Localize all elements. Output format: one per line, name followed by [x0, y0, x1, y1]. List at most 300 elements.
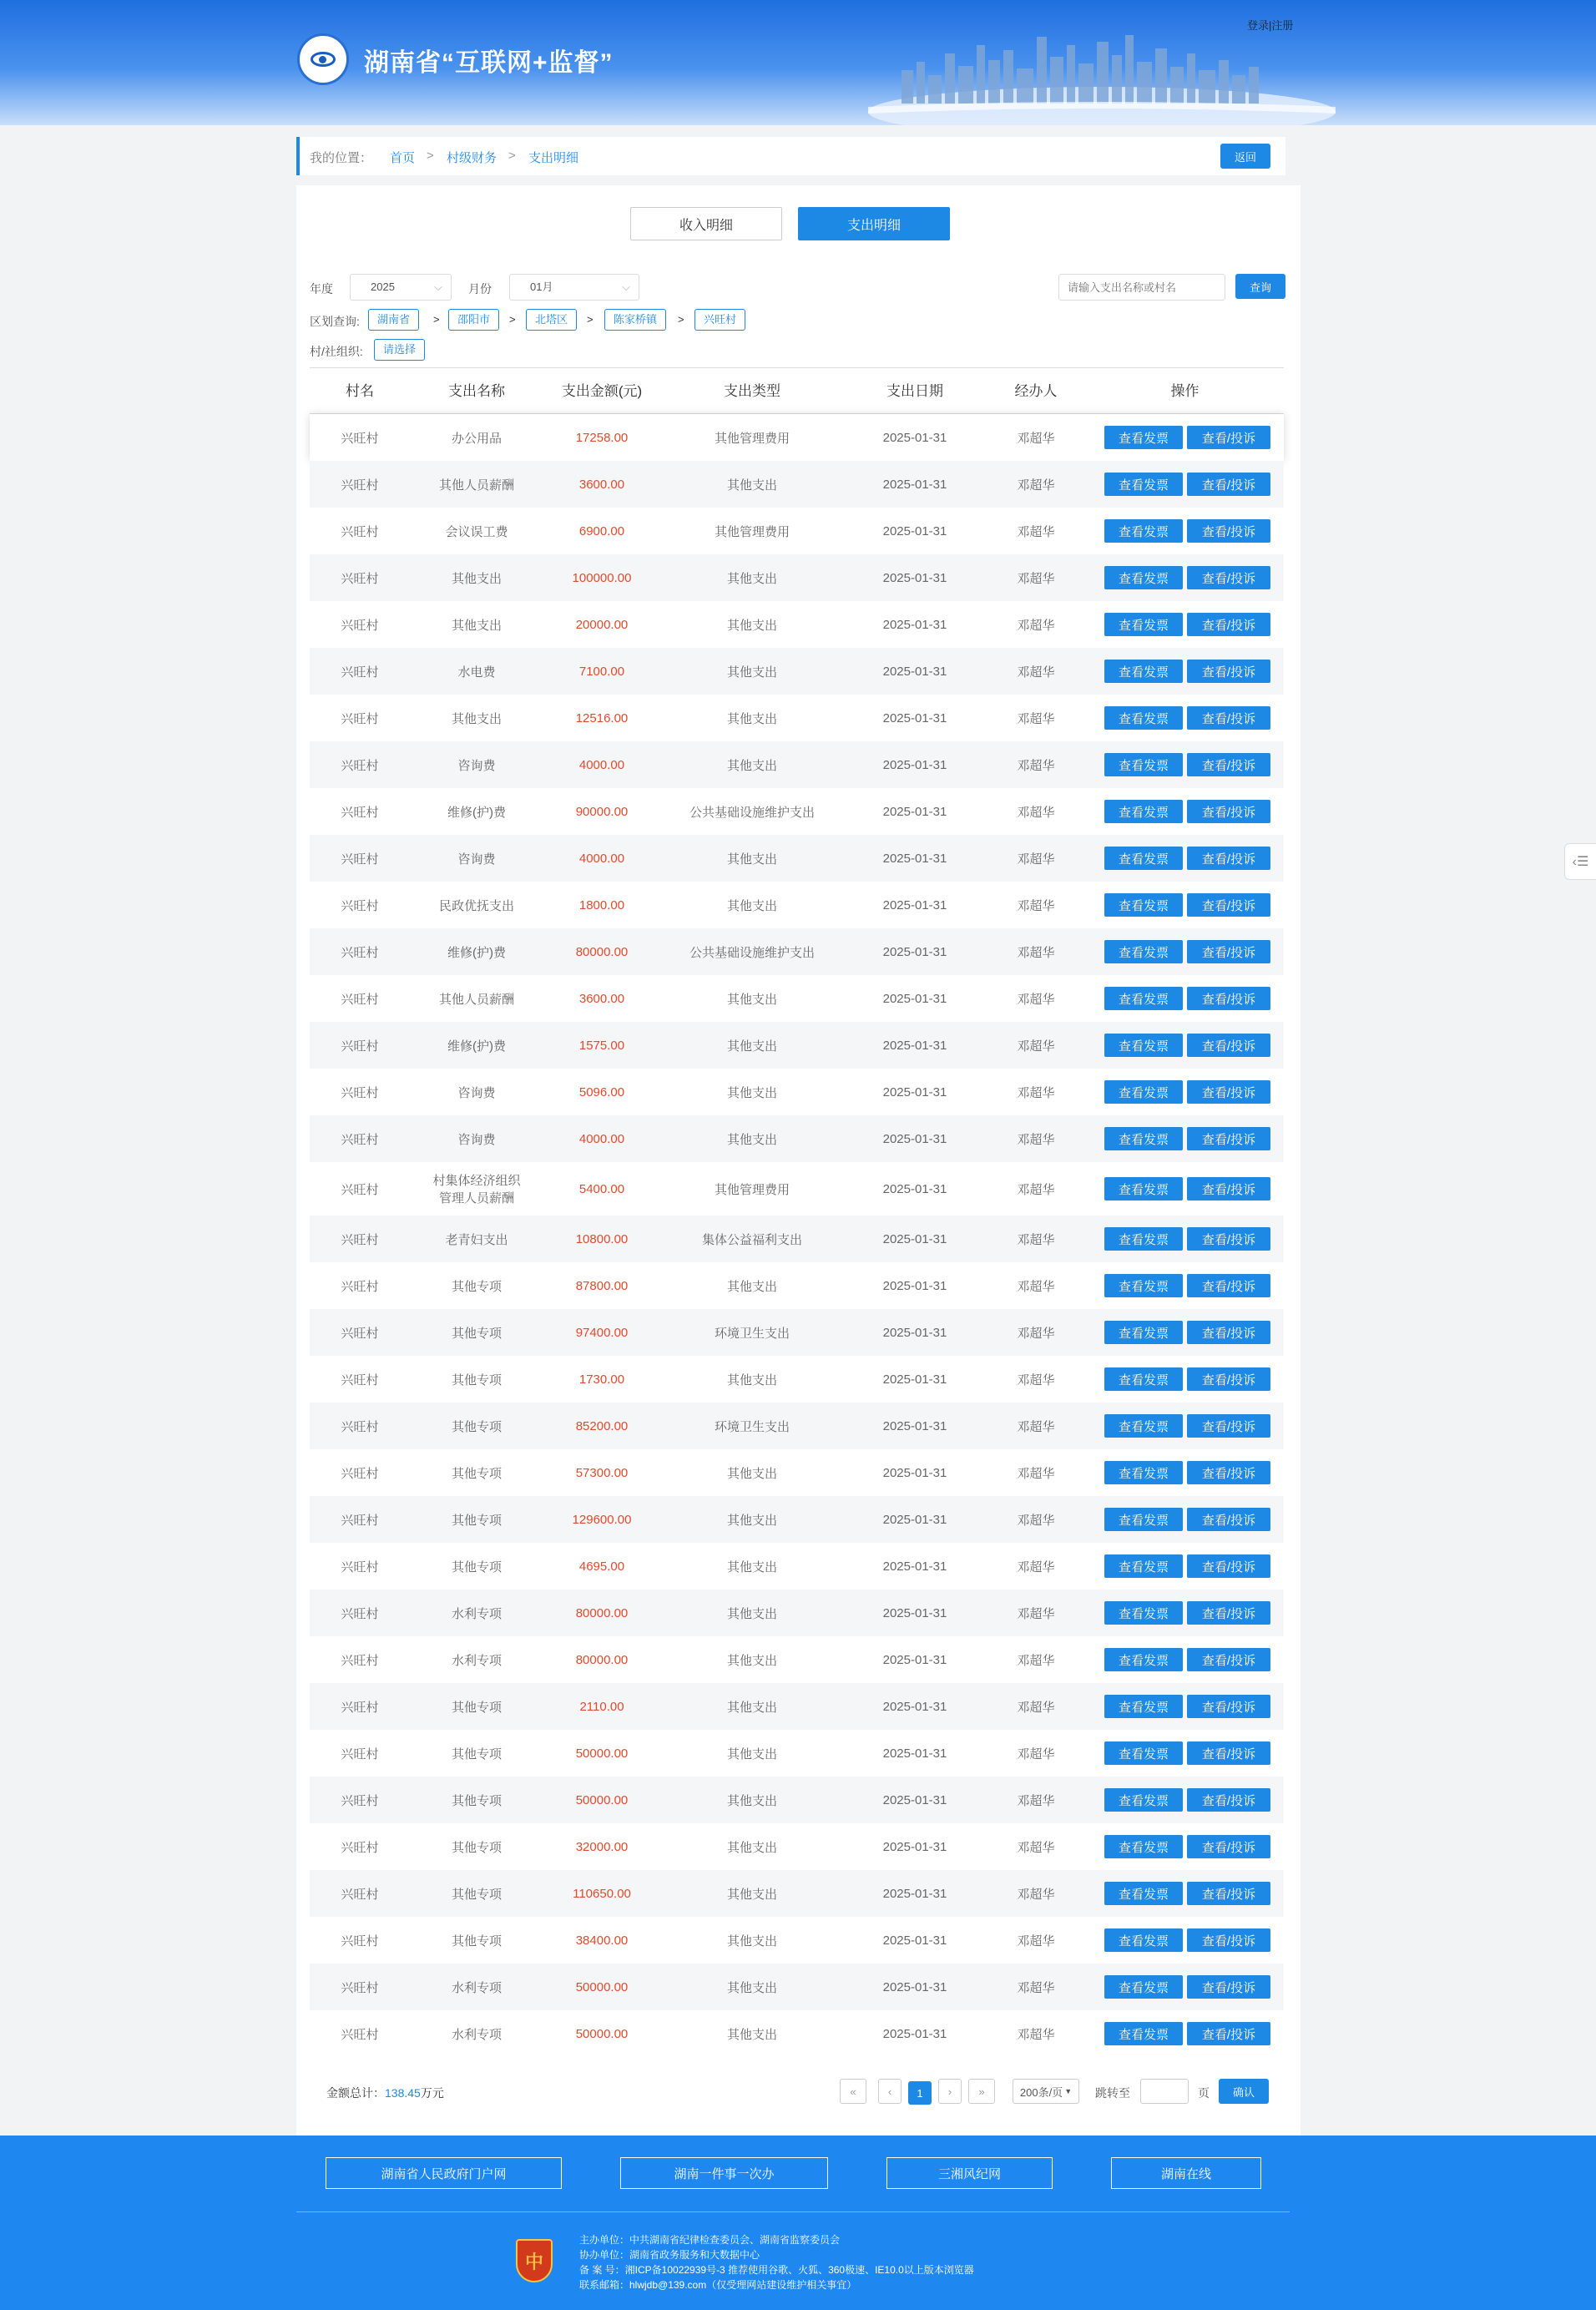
cell-date: 2025-01-31	[882, 710, 947, 725]
view-invoice-button[interactable]: 查看发票	[1104, 1975, 1183, 1999]
cell-expense-name: 其他专项	[451, 1279, 502, 1294]
footer-link-gov-portal[interactable]: 湖南省人民政府门户网	[326, 2157, 562, 2189]
cell-village: 兴旺村	[341, 1513, 379, 1528]
footer-divider	[296, 2211, 1290, 2212]
view-invoice-button[interactable]: 查看发票	[1104, 1741, 1183, 1765]
view-complaint-button[interactable]: 查看/投诉	[1187, 1554, 1270, 1578]
view-complaint-button[interactable]: 查看/投诉	[1187, 1741, 1270, 1765]
cell-date: 2025-01-31	[882, 1792, 947, 1807]
cell-type: 其他支出	[726, 992, 777, 1007]
view-complaint-button[interactable]: 查看/投诉	[1187, 473, 1270, 496]
view-invoice-button[interactable]: 查看发票	[1104, 1835, 1183, 1858]
cell-amount: 20000.00	[575, 617, 629, 632]
cell-handler: 邓超华	[1017, 1466, 1055, 1481]
cell-village: 兴旺村	[341, 1466, 379, 1481]
breadcrumb-separator: >	[508, 149, 516, 163]
year-label: 年度	[310, 282, 333, 296]
cell-type: 其他支出	[726, 758, 777, 773]
column-header-date[interactable]: 支出日期	[886, 383, 943, 399]
chevron-down-icon: ⌵	[434, 281, 442, 293]
cell-handler: 邓超华	[1017, 1840, 1055, 1855]
page-number-current[interactable]: 1	[908, 2081, 932, 2105]
cell-type: 其他支出	[726, 1887, 777, 1902]
view-complaint-button[interactable]: 查看/投诉	[1187, 1882, 1270, 1905]
cell-amount: 3600.00	[578, 991, 625, 1006]
cell-amount: 32000.00	[575, 1839, 629, 1854]
year-select[interactable]	[350, 274, 452, 301]
view-invoice-button[interactable]: 查看发票	[1104, 1227, 1183, 1251]
region-chip-province[interactable]: 湖南省	[368, 309, 419, 331]
cell-amount: 90000.00	[575, 804, 629, 819]
cell-expense-name: 村集体经济组织管理人员薪酬	[432, 1174, 521, 1206]
cell-handler: 邓超华	[1017, 1746, 1055, 1762]
caret-down-icon: ▼	[1064, 2087, 1073, 2095]
view-complaint-button[interactable]: 查看/投诉	[1187, 1695, 1270, 1718]
table-row	[310, 1823, 1284, 1870]
cell-date: 2025-01-31	[882, 1979, 947, 1994]
cell-date: 2025-01-31	[882, 430, 947, 445]
cell-handler: 邓超华	[1017, 665, 1055, 680]
footer-link-hunan-online[interactable]: 湖南在线	[1111, 2157, 1261, 2189]
view-invoice-button[interactable]: 查看发票	[1104, 1695, 1183, 1718]
region-chip-city[interactable]: 邵阳市	[448, 309, 499, 331]
next-page-button[interactable]: ›	[938, 2079, 962, 2104]
cell-expense-name: 其他专项	[451, 1700, 502, 1715]
column-header-actions: 操作	[1170, 383, 1200, 399]
view-invoice-button[interactable]: 查看发票	[1104, 940, 1183, 963]
cell-date: 2025-01-31	[882, 1084, 947, 1099]
view-invoice-button[interactable]: 查看发票	[1104, 1648, 1183, 1671]
cell-date: 2025-01-31	[882, 1559, 947, 1574]
page-size-value: 200条/页	[1019, 2085, 1063, 2099]
row-actions	[1104, 1403, 1270, 1449]
cell-village: 兴旺村	[341, 1279, 379, 1294]
view-complaint-button[interactable]: 查看/投诉	[1187, 1227, 1270, 1251]
cell-expense-name: 水利专项	[451, 2027, 502, 2042]
cell-type: 其他支出	[726, 1746, 777, 1762]
view-complaint-button[interactable]: 查看/投诉	[1187, 1367, 1270, 1391]
cell-amount: 87800.00	[575, 1278, 629, 1293]
table-row	[310, 1356, 1284, 1403]
cell-village: 兴旺村	[341, 618, 379, 633]
cell-type: 其他支出	[726, 1980, 777, 1995]
view-invoice-button[interactable]: 查看发票	[1104, 1034, 1183, 1057]
jump-page-input[interactable]	[1140, 2079, 1189, 2104]
cell-date: 2025-01-31	[882, 1839, 947, 1854]
table-row	[310, 1683, 1284, 1730]
table-row	[310, 741, 1284, 788]
cell-amount: 38400.00	[575, 1933, 629, 1948]
cell-village: 兴旺村	[341, 431, 379, 446]
row-actions	[1104, 1823, 1270, 1870]
row-actions	[1104, 1777, 1270, 1823]
table-row	[310, 414, 1284, 461]
back-button[interactable]: 返回	[1220, 144, 1270, 169]
view-complaint-button[interactable]: 查看/投诉	[1187, 1321, 1270, 1344]
footer-icp: 备 案 号：湘ICP备10022939号-3 推荐使用谷歌、火狐、360极速、IE10.0以上版本浏览器	[579, 2264, 974, 2276]
cell-expense-name: 其他专项	[451, 1887, 502, 1902]
cell-expense-name: 其他专项	[451, 1513, 502, 1528]
cell-handler: 邓超华	[1017, 1513, 1055, 1528]
cell-expense-name: 办公用品	[451, 431, 502, 446]
first-page-button[interactable]: «	[840, 2079, 866, 2104]
row-actions	[1104, 1964, 1270, 2010]
cell-handler: 邓超华	[1017, 618, 1055, 633]
row-actions	[1104, 1216, 1270, 1262]
cell-type: 其他支出	[726, 1132, 777, 1147]
view-invoice-button[interactable]: 查看发票	[1104, 473, 1183, 496]
year-value: 2025	[371, 281, 395, 293]
cell-amount: 1800.00	[578, 897, 625, 912]
cell-type: 其他支出	[726, 1700, 777, 1715]
cell-handler: 邓超华	[1017, 1653, 1055, 1668]
view-complaint-button[interactable]: 查看/投诉	[1187, 519, 1270, 543]
cell-date: 2025-01-31	[882, 570, 947, 585]
region-chip-village[interactable]: 兴旺村	[694, 309, 745, 331]
view-complaint-button[interactable]: 查看/投诉	[1187, 660, 1270, 683]
tab-income-detail[interactable]: 收入明细	[630, 207, 782, 240]
view-complaint-button[interactable]: 查看/投诉	[1187, 2022, 1270, 2045]
cell-amount: 1730.00	[578, 1372, 625, 1387]
last-page-button[interactable]: »	[968, 2079, 995, 2104]
row-actions	[1104, 1496, 1270, 1543]
cell-village: 兴旺村	[341, 571, 379, 586]
view-invoice-button[interactable]: 查看发票	[1104, 1414, 1183, 1438]
view-complaint-button[interactable]: 查看/投诉	[1187, 1461, 1270, 1484]
footer-co-host: 协办单位：湖南省政务服务和大数据中心	[579, 2249, 760, 2261]
cell-expense-name: 其他专项	[451, 1840, 502, 1855]
row-actions	[1104, 1262, 1270, 1309]
table-row	[310, 508, 1284, 554]
cell-handler: 邓超华	[1017, 431, 1055, 446]
cell-handler: 邓超华	[1017, 1132, 1055, 1147]
row-actions	[1104, 1683, 1270, 1730]
view-complaint-button[interactable]: 查看/投诉	[1187, 1414, 1270, 1438]
cell-handler: 邓超华	[1017, 945, 1055, 960]
view-invoice-button[interactable]: 查看发票	[1104, 1080, 1183, 1104]
cell-type: 环境卫生支出	[714, 1419, 790, 1434]
cell-village: 兴旺村	[341, 665, 379, 680]
cell-village: 兴旺村	[341, 1653, 379, 1668]
view-complaint-button[interactable]: 查看/投诉	[1187, 1648, 1270, 1671]
login-register-link[interactable]: 登录|注册	[1247, 19, 1294, 32]
footer-link-sanxiang[interactable]: 三湘风纪网	[886, 2157, 1053, 2189]
cell-amount: 3600.00	[578, 477, 625, 492]
cell-village: 兴旺村	[341, 1793, 379, 1808]
cell-handler: 邓超华	[1017, 1182, 1055, 1197]
cell-date: 2025-01-31	[882, 1131, 947, 1146]
row-actions	[1104, 1543, 1270, 1590]
view-complaint-button[interactable]: 查看/投诉	[1187, 800, 1270, 823]
cell-expense-name: 其他专项	[451, 1326, 502, 1341]
footer-link-one-thing[interactable]: 湖南一件事一次办	[620, 2157, 828, 2189]
cell-expense-name: 其他支出	[451, 711, 502, 726]
table-row	[310, 1262, 1284, 1309]
view-complaint-button[interactable]: 查看/投诉	[1187, 1177, 1270, 1200]
tab-expense-detail[interactable]: 支出明细	[798, 207, 950, 240]
prev-page-button[interactable]: ‹	[878, 2079, 902, 2104]
cell-type: 其他支出	[726, 1039, 777, 1054]
cell-expense-name: 水利专项	[451, 1653, 502, 1668]
cell-amount: 7100.00	[578, 664, 625, 679]
site-logo[interactable]	[297, 33, 349, 85]
row-actions	[1104, 2010, 1270, 2057]
table-row	[310, 1964, 1284, 2010]
view-complaint-button[interactable]: 查看/投诉	[1187, 753, 1270, 776]
view-invoice-button[interactable]: 查看发票	[1104, 987, 1183, 1010]
cell-village: 兴旺村	[341, 1182, 379, 1197]
cell-expense-name: 水电费	[457, 665, 496, 680]
cell-expense-name: 其他专项	[451, 1559, 502, 1575]
view-invoice-button[interactable]: 查看发票	[1104, 847, 1183, 870]
jump-label: 跳转至	[1095, 2086, 1130, 2100]
view-complaint-button[interactable]: 查看/投诉	[1187, 426, 1270, 449]
cell-date: 2025-01-31	[882, 617, 947, 632]
cell-amount: 5400.00	[578, 1181, 625, 1196]
cell-expense-name: 其他专项	[451, 1933, 502, 1949]
table-row	[310, 554, 1284, 601]
breadcrumb-expense-detail[interactable]: 支出明细	[528, 151, 579, 165]
month-select[interactable]	[509, 274, 639, 301]
table-row	[310, 1590, 1284, 1636]
cell-expense-name: 其他专项	[451, 1793, 502, 1808]
cell-amount: 5096.00	[578, 1084, 625, 1099]
cell-amount: 80000.00	[575, 944, 629, 959]
cell-type: 其他支出	[726, 1372, 777, 1388]
table-row	[310, 1870, 1284, 1917]
cell-amount: 97400.00	[575, 1325, 629, 1340]
cell-date: 2025-01-31	[882, 1605, 947, 1620]
table-row	[310, 1162, 1284, 1216]
view-complaint-button[interactable]: 查看/投诉	[1187, 613, 1270, 636]
cell-handler: 邓超华	[1017, 571, 1055, 586]
view-complaint-button[interactable]: 查看/投诉	[1187, 566, 1270, 589]
cell-expense-name: 其他人员薪酬	[438, 992, 514, 1007]
cell-expense-name: 维修(护)费	[447, 945, 506, 960]
cell-handler: 邓超华	[1017, 1700, 1055, 1715]
cell-type: 其他支出	[726, 852, 777, 867]
cell-date: 2025-01-31	[882, 1231, 947, 1246]
view-invoice-button[interactable]: 查看发票	[1104, 1508, 1183, 1531]
cell-amount: 4695.00	[578, 1559, 625, 1574]
breadcrumb-home[interactable]: 首页	[390, 151, 416, 165]
confirm-jump-button[interactable]: 确认	[1219, 2079, 1269, 2104]
cell-expense-name: 维修(护)费	[447, 1039, 506, 1054]
cell-handler: 邓超华	[1017, 1372, 1055, 1388]
cell-type: 其他支出	[726, 1606, 777, 1621]
view-complaint-button[interactable]: 查看/投诉	[1187, 1928, 1270, 1952]
column-header-village[interactable]: 村名	[346, 383, 374, 399]
cell-amount: 80000.00	[575, 1652, 629, 1667]
breadcrumb-village-finance[interactable]: 村级财务	[447, 151, 497, 165]
cell-type: 其他支出	[726, 665, 777, 680]
cell-expense-name: 咨询费	[457, 1132, 496, 1147]
region-separator: >	[678, 313, 684, 326]
cell-handler: 邓超华	[1017, 478, 1055, 493]
view-invoice-button[interactable]: 查看发票	[1104, 1127, 1183, 1150]
cell-village: 兴旺村	[341, 852, 379, 867]
table-row	[310, 975, 1284, 1022]
cell-date: 2025-01-31	[882, 2026, 947, 2041]
cell-amount: 1575.00	[578, 1038, 625, 1053]
cell-expense-name: 其他专项	[451, 1372, 502, 1388]
table-row	[310, 928, 1284, 975]
row-actions	[1104, 928, 1270, 975]
table-row	[310, 1449, 1284, 1496]
view-invoice-button[interactable]: 查看发票	[1104, 426, 1183, 449]
cell-expense-name: 水利专项	[451, 1606, 502, 1621]
cell-handler: 邓超华	[1017, 1559, 1055, 1575]
cell-amount: 50000.00	[575, 1792, 629, 1807]
table-row	[310, 461, 1284, 508]
cell-village: 兴旺村	[341, 1840, 379, 1855]
cell-date: 2025-01-31	[882, 1181, 947, 1196]
cell-handler: 邓超华	[1017, 1933, 1055, 1949]
view-invoice-button[interactable]: 查看发票	[1104, 753, 1183, 776]
view-complaint-button[interactable]: 查看/投诉	[1187, 847, 1270, 870]
cell-amount: 50000.00	[575, 1746, 629, 1761]
table-row	[310, 1543, 1284, 1590]
view-invoice-button[interactable]: 查看发票	[1104, 1554, 1183, 1578]
cell-expense-name: 民政优抚支出	[438, 898, 514, 913]
view-complaint-button[interactable]: 查看/投诉	[1187, 1975, 1270, 1999]
view-invoice-button[interactable]: 查看发票	[1104, 1928, 1183, 1952]
view-invoice-button[interactable]: 查看发票	[1104, 800, 1183, 823]
view-complaint-button[interactable]: 查看/投诉	[1187, 893, 1270, 917]
cell-village: 兴旺村	[341, 898, 379, 913]
view-invoice-button[interactable]: 查看发票	[1104, 1882, 1183, 1905]
view-complaint-button[interactable]: 查看/投诉	[1187, 940, 1270, 963]
row-actions	[1104, 554, 1270, 601]
cell-type: 其他支出	[726, 711, 777, 726]
total-label: 金额总计：	[326, 2086, 385, 2100]
cell-amount: 4000.00	[578, 757, 625, 772]
cell-date: 2025-01-31	[882, 1512, 947, 1527]
table-row	[310, 1403, 1284, 1449]
view-invoice-button[interactable]: 查看发票	[1104, 706, 1183, 730]
search-input[interactable]	[1058, 274, 1225, 301]
cell-type: 其他支出	[726, 1513, 777, 1528]
cell-date: 2025-01-31	[882, 1933, 947, 1948]
view-complaint-button[interactable]: 查看/投诉	[1187, 987, 1270, 1010]
cell-expense-name: 会议误工费	[445, 524, 508, 539]
view-invoice-button[interactable]: 查看发票	[1104, 613, 1183, 636]
row-actions	[1104, 741, 1270, 788]
table-row	[310, 788, 1284, 835]
view-complaint-button[interactable]: 查看/投诉	[1187, 1835, 1270, 1858]
cell-type: 其他支出	[726, 2027, 777, 2042]
cell-amount: 85200.00	[575, 1418, 629, 1433]
view-invoice-button[interactable]: 查看发票	[1104, 1367, 1183, 1391]
row-actions	[1104, 975, 1270, 1022]
region-separator: >	[433, 313, 440, 326]
column-header-type[interactable]: 支出类型	[724, 383, 780, 399]
region-separator: >	[587, 313, 593, 326]
table-row	[310, 1309, 1284, 1356]
region-chip-town[interactable]: 陈家桥镇	[604, 309, 666, 331]
view-complaint-button[interactable]: 查看/投诉	[1187, 1080, 1270, 1104]
cell-amount: 10800.00	[575, 1231, 629, 1246]
eye-icon	[311, 52, 336, 67]
table-row	[310, 1022, 1284, 1069]
cell-date: 2025-01-31	[882, 1652, 947, 1667]
cell-handler: 邓超华	[1017, 524, 1055, 539]
view-invoice-button[interactable]: 查看发票	[1104, 1321, 1183, 1344]
row-actions	[1104, 695, 1270, 741]
cell-amount: 12516.00	[575, 710, 629, 725]
view-invoice-button[interactable]: 查看发票	[1104, 1461, 1183, 1484]
cell-village: 兴旺村	[341, 1606, 379, 1621]
view-invoice-button[interactable]: 查看发票	[1104, 1274, 1183, 1297]
view-invoice-button[interactable]: 查看发票	[1104, 660, 1183, 683]
total-unit: 万元	[420, 2086, 444, 2100]
cell-amount: 50000.00	[575, 2026, 629, 2041]
table-row	[310, 1115, 1284, 1162]
month-value: 01月	[530, 281, 553, 293]
cell-handler: 邓超华	[1017, 1419, 1055, 1434]
view-complaint-button[interactable]: 查看/投诉	[1187, 1034, 1270, 1057]
list-icon: ‹☰	[1572, 855, 1589, 869]
column-header-expense-name[interactable]: 支出名称	[448, 383, 505, 399]
view-invoice-button[interactable]: 查看发票	[1104, 1788, 1183, 1812]
view-invoice-button[interactable]: 查看发票	[1104, 1177, 1183, 1200]
view-complaint-button[interactable]: 查看/投诉	[1187, 1127, 1270, 1150]
table-row	[310, 601, 1284, 648]
view-invoice-button[interactable]: 查看发票	[1104, 566, 1183, 589]
table-row	[310, 1730, 1284, 1777]
cell-expense-name: 维修(护)费	[447, 805, 506, 820]
region-chip-district[interactable]: 北塔区	[526, 309, 577, 331]
search-button[interactable]: 查询	[1235, 274, 1285, 299]
cell-date: 2025-01-31	[882, 664, 947, 679]
table-row	[310, 835, 1284, 882]
view-invoice-button[interactable]: 查看发票	[1104, 1601, 1183, 1625]
cell-amount: 50000.00	[575, 1979, 629, 1994]
column-header-handler[interactable]: 经办人	[1014, 383, 1058, 399]
cell-date: 2025-01-31	[882, 1038, 947, 1053]
cell-village: 兴旺村	[341, 1933, 379, 1949]
cell-handler: 邓超华	[1017, 852, 1055, 867]
amount-total	[326, 2085, 444, 2101]
view-complaint-button[interactable]: 查看/投诉	[1187, 1508, 1270, 1531]
site-footer	[0, 2136, 1596, 2310]
cell-handler: 邓超华	[1017, 1326, 1055, 1341]
emblem-text: 中	[524, 2251, 543, 2272]
org-select[interactable]: 请选择	[374, 339, 425, 361]
column-header-amount[interactable]: 支出金额(元)	[561, 383, 643, 399]
page-size-select[interactable]	[1013, 2079, 1079, 2104]
view-invoice-button[interactable]: 查看发票	[1104, 519, 1183, 543]
view-complaint-button[interactable]: 查看/投诉	[1187, 706, 1270, 730]
main-content	[296, 185, 1301, 2136]
party-emblem-icon[interactable]	[516, 2239, 553, 2282]
row-actions	[1104, 882, 1270, 928]
view-invoice-button[interactable]: 查看发票	[1104, 2022, 1183, 2045]
cell-handler: 邓超华	[1017, 1232, 1055, 1247]
view-complaint-button[interactable]: 查看/投诉	[1187, 1601, 1270, 1625]
cell-date: 2025-01-31	[882, 944, 947, 959]
view-complaint-button[interactable]: 查看/投诉	[1187, 1274, 1270, 1297]
table-row	[310, 1496, 1284, 1543]
cell-handler: 邓超华	[1017, 898, 1055, 913]
view-complaint-button[interactable]: 查看/投诉	[1187, 1788, 1270, 1812]
cell-amount: 80000.00	[575, 1605, 629, 1620]
view-invoice-button[interactable]: 查看发票	[1104, 893, 1183, 917]
row-actions	[1104, 1449, 1270, 1496]
row-actions	[1104, 461, 1270, 508]
cell-date: 2025-01-31	[882, 1886, 947, 1901]
side-toolbar-toggle[interactable]	[1564, 843, 1596, 880]
